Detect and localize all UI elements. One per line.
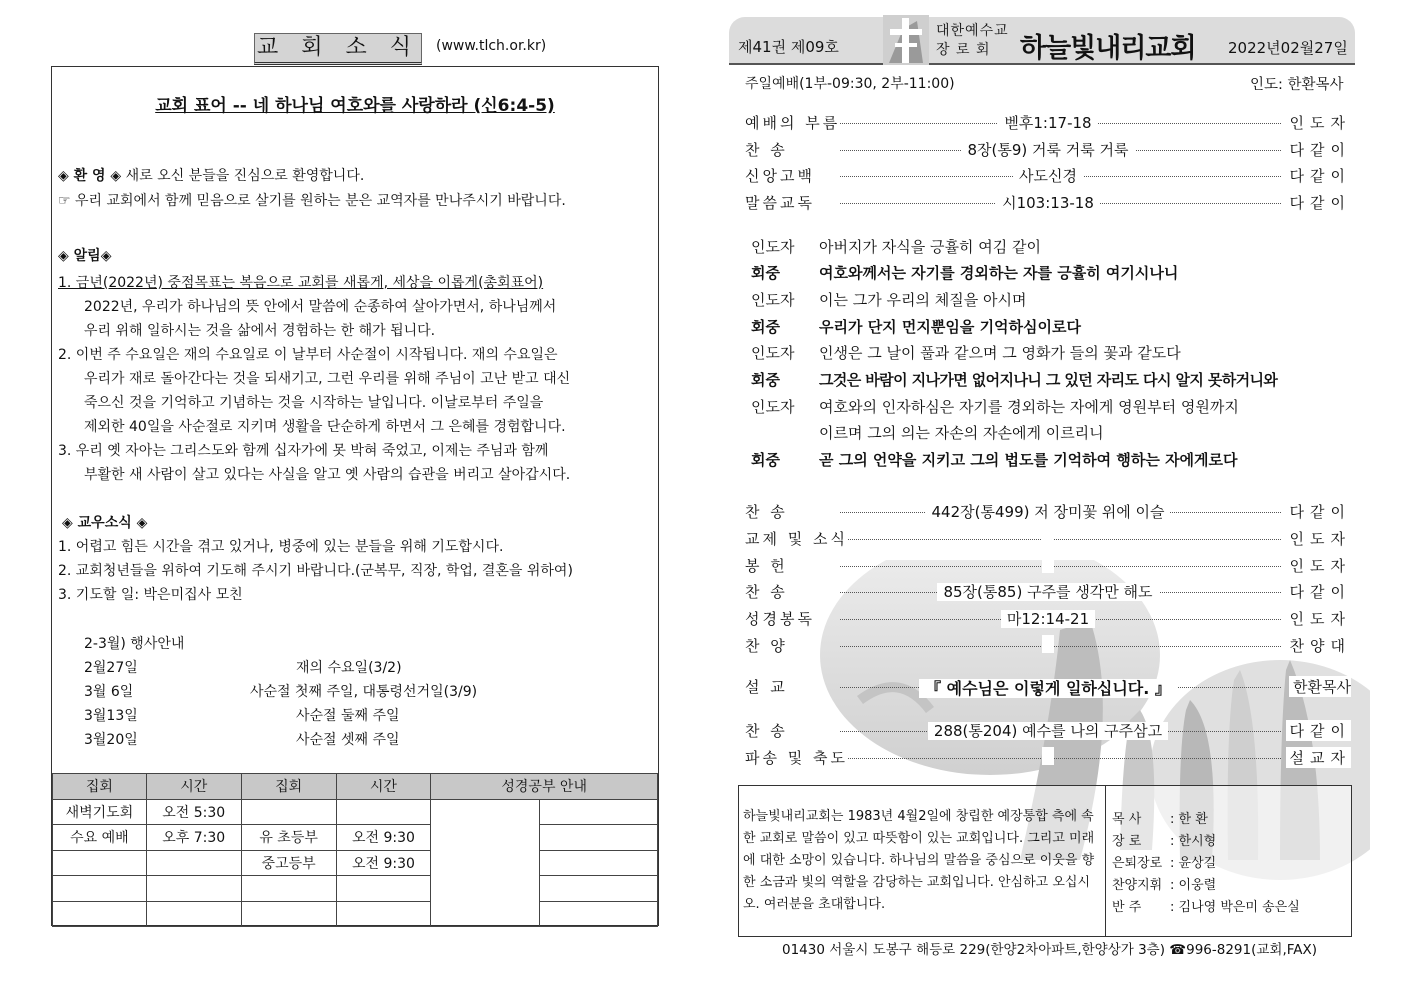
table-cell: 오후 7:30 xyxy=(146,825,241,851)
notice-line: 죽으신 것을 기억하고 기념하는 것을 시작하는 날입니다. 이날로부터 주일을 xyxy=(84,395,544,411)
table-cell: 중고등부 xyxy=(241,850,336,876)
volume-number: 제41권 제09호 xyxy=(738,38,839,56)
table-row xyxy=(53,876,658,902)
notice-line: 제외한 40일을 사순절로 지키며 생활을 단순하게 하면서 그 은혜를 경험합니다. xyxy=(84,419,566,435)
sermon-row: 설 교 『 예수님은 이렇게 일하십니다. 』 한환목사 xyxy=(745,678,1351,698)
responsive-line: 인도자 인생은 그 날이 풀과 같으며 그 영화가 들의 꽃과 같도다 xyxy=(751,344,1181,362)
responsive-line: 인도자 이는 그가 우리의 체질을 아시며 xyxy=(751,291,1027,309)
table-cell xyxy=(146,901,241,927)
order-row: 찬 송 8장(통9) 거룩 거룩 거룩 다같이 xyxy=(745,141,1351,159)
notice-line: 우리가 재로 돌아간다는 것을 되새기고, 그런 우리를 위해 주님이 고난 받고 대신 xyxy=(84,371,571,387)
responsive-line: 회중 여호와께서는 자기를 경외하는 자를 긍휼히 여기시나니 xyxy=(751,264,1179,282)
notice-line: 우리 위해 일하시는 것을 삶에서 경험하는 한 해가 됩니다. xyxy=(84,323,436,339)
table-cell xyxy=(336,876,431,902)
table-cell xyxy=(146,876,241,902)
table-cell: 유 초등부 xyxy=(241,825,336,851)
order-row: 예배의 부름 벧후1:17-18 인도자 xyxy=(745,114,1351,132)
order-row: 봉 헌 인도자 xyxy=(745,557,1351,575)
responsive-line: 인도자 여호와의 인자하심은 자기를 경외하는 자에게 영원부터 영원까지 xyxy=(751,398,1239,416)
bible-study-cell xyxy=(540,825,658,851)
denomination: 대한예수교 장 로 회 xyxy=(936,23,1009,58)
notice-line: 2. 이번 주 수요일은 재의 수요일로 이 날부터 사순절이 시작됩니다. 재의 수요일은 xyxy=(58,347,558,363)
table-header: 성경공부 안내 xyxy=(431,774,658,800)
table-header: 집회 xyxy=(53,774,147,800)
website-url[interactable]: (www.tlch.or.kr) xyxy=(436,38,547,54)
table-header: 시간 xyxy=(336,774,431,800)
table-row xyxy=(53,901,658,927)
order-row: 성경봉독 마12:14-21 인도자 xyxy=(745,610,1351,628)
order-row: 말씀교독 시103:13-18 다같이 xyxy=(745,194,1351,212)
order-row: 교제 및 소식 인도자 xyxy=(745,530,1351,548)
table-cell xyxy=(53,850,147,876)
responsive-line: 회중 곧 그의 언약을 지키고 그의 법도를 기억하여 행하는 자에게로다 xyxy=(751,451,1238,469)
staff-line: 반 주 : 김나영 박은미 송은실 xyxy=(1112,900,1300,915)
members-heading: ◈ 교우소식 ◈ xyxy=(62,515,148,531)
event-date: 2월27일 xyxy=(84,660,138,676)
events-heading: 2-3월) 행사안내 xyxy=(84,636,185,652)
order-row: 찬 송 85장(통85) 구주를 생각만 해도 다같이 xyxy=(745,583,1351,601)
service-time: 주일예배(1부-09:30, 2부-11:00) xyxy=(745,76,955,92)
event-name: 사순절 둘째 주일 xyxy=(296,708,400,724)
news-box xyxy=(51,66,659,926)
table-cell: 오전 5:30 xyxy=(146,799,241,825)
notice-line: 2022년, 우리가 하나님의 뜻 안에서 말씀에 순종하여 살아가면서, 하나님께서 xyxy=(84,299,557,315)
event-name: 사순절 첫째 주일, 대통령선거일(3/9) xyxy=(250,684,478,700)
church-intro: 하늘빛내리교회는 1983년 4월2일에 창립한 예장통합 측에 속한 교회로 말씀이 있고 따뜻함이 있는 교회입니다. 그리고 미래에 대한 소망이 있습니다. 하나님의 말씀을 중심으로 이웃을 향한 소금과 빛의 역할을 감당하는 교회입니다. 안심하고 오십시오. 여러분을 초대합니다. xyxy=(743,809,1095,912)
table-cell xyxy=(53,901,147,927)
bulletin-date: 2022년02월27일 xyxy=(1228,39,1348,57)
table-cell: 수요 예배 xyxy=(53,825,147,851)
table-cell xyxy=(336,901,431,927)
event-name: 사순절 셋째 주일 xyxy=(296,732,400,748)
responsive-line: 인도자 아버지가 자식을 긍휼히 여김 같이 xyxy=(751,238,1041,256)
news-title: 교 회 소 식 xyxy=(254,33,422,65)
bible-study-cell xyxy=(540,901,658,927)
order-row: 찬 송 288(통204) 예수를 나의 구주삼고 다같이 xyxy=(745,722,1351,740)
staff-line: 찬양지휘 : 이웅렬 xyxy=(1112,878,1217,893)
sermon-title: 『 예수님은 이렇게 일하십니다. 』 xyxy=(919,679,1177,698)
responsive-line: 회중 우리가 단지 먼지뿐임을 기억하심이로다 xyxy=(751,318,1081,336)
table-row xyxy=(53,850,658,876)
order-row: 파송 및 축도 설교자 xyxy=(745,749,1351,767)
staff-line: 목 사 : 한 환 xyxy=(1112,812,1208,827)
bible-study-cell xyxy=(540,876,658,902)
event-date: 3월13일 xyxy=(84,708,138,724)
church-name: 하늘빛내리교회 xyxy=(1020,33,1196,64)
notice-line: 1. 금년(2022년) 중점목표는 복음으로 교회를 새롭게, 세상을 이롭게(총회표어) xyxy=(58,275,544,291)
bible-study-cell xyxy=(540,850,658,876)
welcome-line: ◈ 환 영 ◈ 새로 오신 분들을 진심으로 환영합니다. xyxy=(58,168,365,184)
staff-line: 장 로 : 한시형 xyxy=(1112,834,1217,849)
table-cell xyxy=(146,850,241,876)
table-cell xyxy=(241,799,336,825)
table-cell: 오전 9:30 xyxy=(336,825,431,851)
notice-line: 부활한 새 사람이 살고 있다는 사실을 알고 옛 사람의 습관을 버리고 살아갑시다. xyxy=(84,467,571,483)
event-name: 재의 수요일(3/2) xyxy=(296,660,402,676)
event-date: 3월 6일 xyxy=(84,684,134,700)
service-leader: 인도: 한환목사 xyxy=(1250,77,1344,93)
responsive-line: 회중 그것은 바람이 지나가면 없어지나니 그 있던 자리도 다시 알지 못하거니와 xyxy=(751,371,1278,389)
table-cell xyxy=(53,876,147,902)
table-row xyxy=(53,825,658,851)
notice-heading: ◈ 알림◈ xyxy=(58,248,112,264)
welcome-line-2: ☞ 우리 교회에서 함께 믿음으로 살기를 원하는 분은 교역자를 만나주시기 바랍니다. xyxy=(58,193,566,209)
member-news-line: 2. 교회청년들을 위하여 기도해 주시기 바랍니다.(군복무, 직장, 학업, 결혼을 위하여) xyxy=(58,563,573,579)
order-row: 신앙고백 사도신경 다같이 xyxy=(745,167,1351,185)
church-motto: 교회 표어 -- 네 하나님 여호와를 사랑하라 (신6:4-5) xyxy=(155,96,555,116)
table-cell: 오전 9:30 xyxy=(336,850,431,876)
bible-study-cell xyxy=(540,799,658,825)
bible-study-cell xyxy=(431,799,540,927)
event-date: 3월20일 xyxy=(84,732,138,748)
table-cell xyxy=(241,876,336,902)
divider xyxy=(1105,786,1106,936)
member-news-line: 1. 어렵고 힘든 시간을 겪고 있거나, 병중에 있는 분들을 위해 기도합시다. xyxy=(58,539,504,555)
table-header: 집회 xyxy=(241,774,336,800)
church-address: 01430 서울시 도봉구 해등로 229(한양2차아파트,한양상가 3층) ☎996-8291(교회,FAX) xyxy=(782,942,1318,958)
responsive-line: 이르며 그의 의는 자손의 자손에게 이르리니 xyxy=(819,424,1104,442)
order-row: 찬 양 찬양대 xyxy=(745,637,1351,655)
table-cell xyxy=(336,799,431,825)
table-cell xyxy=(241,901,336,927)
member-news-line: 3. 기도할 일: 박은미집사 모친 xyxy=(58,587,243,603)
staff-line: 은퇴장로 : 윤상길 xyxy=(1112,856,1217,871)
table-cell: 새벽기도회 xyxy=(53,799,147,825)
table-row xyxy=(53,799,658,825)
notice-line: 3. 우리 옛 자아는 그리스도와 함께 십자가에 못 박혀 죽었고, 이제는 주님과 함께 xyxy=(58,443,549,459)
table-header: 시간 xyxy=(146,774,241,800)
meeting-schedule-table xyxy=(52,773,658,927)
order-row: 찬 송 442장(통499) 저 장미꽃 위에 이슬 다같이 xyxy=(745,503,1351,521)
cross-logo-icon xyxy=(883,15,929,65)
church-info-box xyxy=(738,785,1352,937)
table-header-row xyxy=(53,774,658,800)
